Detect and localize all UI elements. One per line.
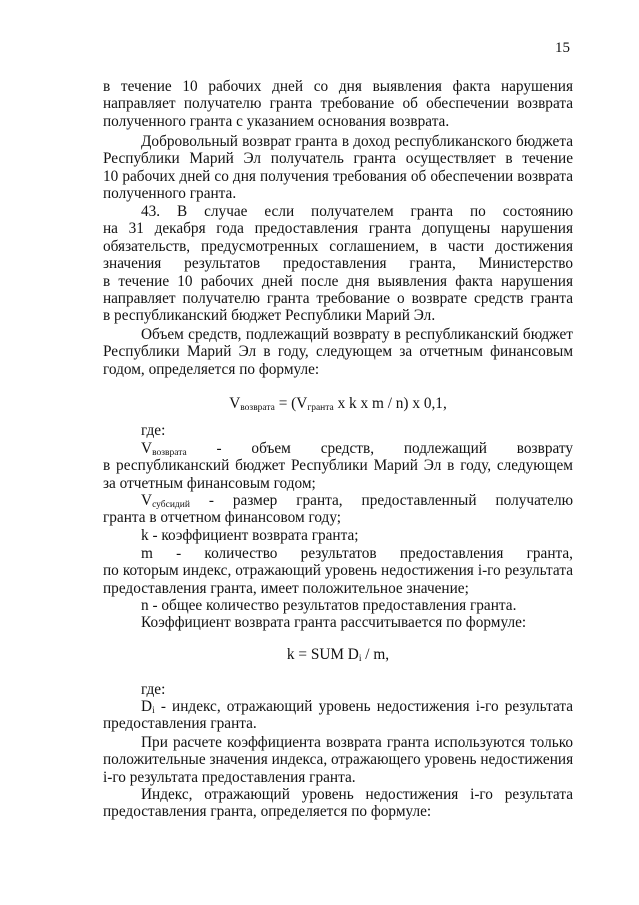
text-line: Объем средств, подлежащий возврату в республиканский бюджет (141, 326, 573, 343)
where-label: где: (141, 422, 166, 439)
text-line: полученного гранта с указанием основания возврата. (103, 112, 450, 130)
text-line: Добровольный возврат гранта в доход республиканского бюджета (141, 133, 573, 150)
text-line (103, 492, 573, 509)
formula-text: k = SUM D (286, 646, 359, 663)
formula-subscript: i (152, 706, 155, 716)
paragraph-violation-notice (103, 78, 573, 130)
definition-v-return (103, 440, 573, 492)
formula-text: x k x m / n) x 0,1, (333, 395, 447, 412)
text-line: n - общее количество результатов предоставления гранта. (141, 597, 517, 614)
text-line: m - количество результатов предоставления гранта, (141, 545, 573, 562)
text-line (103, 440, 573, 457)
formula-symbol: V (141, 440, 153, 457)
paragraph-coefficient (103, 614, 573, 631)
text-line: направляет получателю гранта требование об обеспечении возврата (103, 95, 573, 113)
formula-symbol: V (229, 395, 241, 412)
definition-d (103, 698, 573, 733)
paragraph-index (103, 786, 573, 821)
text-line: на 31 декабря года предоставления гранта допущены нарушения (103, 220, 573, 238)
definition-k (103, 527, 573, 544)
formula-subscript: возврата (152, 448, 187, 458)
text-line: k - коэффициент возврата гранта; (141, 527, 359, 544)
paragraph-calculation (103, 734, 573, 786)
formula-text: / m, (361, 646, 390, 663)
text-fragment: - индекс, отражающий уровень недостижения i-го результата (154, 698, 573, 715)
formula-return-volume (103, 395, 573, 412)
text-line: годом, определяется по формуле: (103, 360, 320, 378)
formula-symbol: V (141, 492, 153, 509)
text-line: положительные значения индекса, отражающего уровень недостижения (103, 751, 574, 769)
formula-text: = (V (274, 395, 308, 412)
text-line: в течение 10 рабочих дней после дня выявления факта нарушения (103, 272, 573, 290)
text-line: i-го результата предоставления гранта. (103, 768, 356, 786)
text-line: направляет получателю гранта требование о возврате средств гранта (103, 290, 573, 308)
definition-v-subsidy (103, 492, 573, 527)
text-line: по которым индекс, отражающий уровень недостижения i-го результата (103, 562, 573, 580)
text-fragment: - размер гранта, предоставленный получателю (189, 492, 573, 509)
definition-m (103, 545, 573, 597)
formula-subscript: субсидий (152, 500, 190, 510)
text-line: Коэффициент возврата гранта рассчитывается по формуле: (141, 614, 527, 631)
formula-subscript: гранта (307, 403, 334, 413)
paragraph-item-43 (103, 203, 573, 325)
text-line: При расчете коэффициента возврата гранта используются только (141, 734, 573, 751)
text-line: 10 рабочих дней со дня получения требования об обеспечении возврата (103, 167, 573, 185)
where-label: где: (141, 681, 166, 698)
text-line: обязательств, предусмотренных соглашением, в части достижения (103, 237, 573, 255)
text-line: Республики Марий Эл в году, следующем за отчетным финансовым (103, 343, 573, 361)
text-line: Республики Марий Эл получатель гранта осуществляет в течение (103, 150, 573, 168)
formula-coefficient (103, 646, 573, 663)
page-number: 15 (555, 40, 570, 56)
text-line: за отчетным финансовым годом; (103, 474, 316, 492)
text-line: в республиканский бюджет Республики Марий Эл. (103, 307, 436, 325)
paragraph-volume-of-funds (103, 326, 573, 378)
text-line: значения результатов предоставления гранта, Министерство (103, 255, 573, 273)
formula-subscript: возврата (240, 403, 275, 413)
text-line: Индекс, отражающий уровень недостижения i-го результата (141, 786, 573, 803)
formula-symbol: D (141, 698, 153, 715)
text-line: в течение 10 рабочих дней со дня выявления факта нарушения (103, 78, 573, 95)
text-line: предоставления гранта, имеет положительное значение; (103, 579, 469, 597)
text-line: гранта в отчетном финансовом году; (103, 509, 342, 527)
text-line: в республиканский бюджет Республики Марий Эл в году, следующем (103, 457, 573, 475)
paragraph-voluntary-return (103, 133, 573, 203)
text-line (103, 698, 573, 715)
definition-n (103, 597, 573, 614)
formula-subscript: i (358, 654, 362, 664)
text-line: 43. В случае если получателем гранта по состоянию (141, 203, 573, 220)
text-line: предоставления гранта. (103, 715, 257, 733)
text-line: предоставления гранта, определяется по формуле: (103, 803, 432, 821)
text-line: полученного гранта. (103, 185, 237, 203)
text-fragment: - объем средств, подлежащий возврату (186, 440, 573, 457)
